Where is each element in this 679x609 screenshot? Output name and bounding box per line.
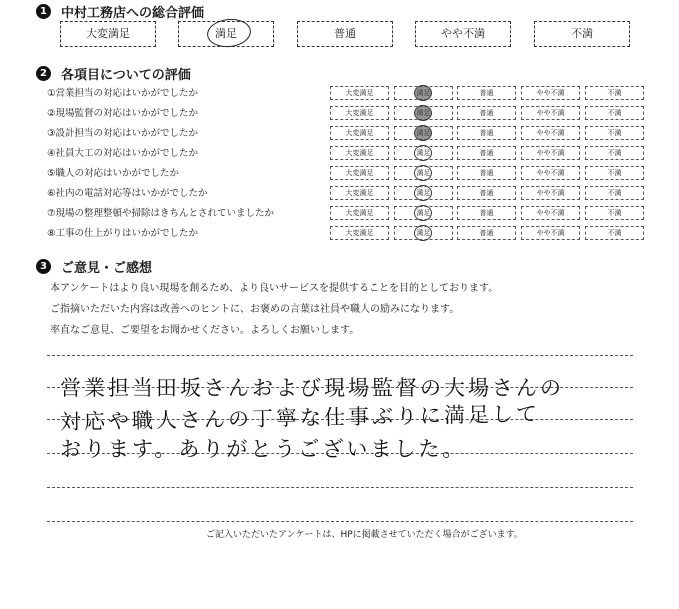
rating-option-neutral[interactable]: 普通 bbox=[457, 206, 516, 220]
overall-rating-options bbox=[60, 21, 628, 47]
selection-circle-mark bbox=[414, 185, 432, 201]
selection-circle-mark bbox=[414, 125, 432, 141]
rating-option-satisfied[interactable]: 満足 bbox=[394, 206, 453, 220]
question-label: ④社員大工の対応はいかがでしたか bbox=[47, 148, 199, 159]
rating-option-satisfied[interactable]: 満足 bbox=[394, 146, 453, 160]
rating-option-somewhat-dissatisfied[interactable]: やや不満 bbox=[521, 206, 580, 220]
rating-option-dissatisfied[interactable]: 不満 bbox=[585, 166, 644, 180]
rating-option-very-satisfied[interactable]: 大変満足 bbox=[330, 86, 389, 100]
handwritten-comment-line-2: 対応や職人さんの丁寧な仕事ぶりに満足して bbox=[59, 401, 541, 435]
writing-line bbox=[47, 355, 633, 356]
rating-option-dissatisfied[interactable]: 不満 bbox=[585, 186, 644, 200]
handwritten-comment-line-3: おります。ありがとうございました。 bbox=[60, 437, 467, 461]
question-row bbox=[47, 222, 647, 242]
question-row bbox=[47, 142, 647, 162]
question-row bbox=[47, 122, 647, 142]
overall-option-somewhat-dissatisfied[interactable]: やや不満 bbox=[415, 21, 511, 47]
selection-circle-mark bbox=[414, 165, 432, 181]
rating-option-dissatisfied[interactable]: 不満 bbox=[585, 126, 644, 140]
section-comments-title bbox=[36, 257, 152, 276]
question-label: ①営業担当の対応はいかがでしたか bbox=[47, 88, 199, 99]
rating-option-neutral[interactable]: 普通 bbox=[457, 126, 516, 140]
rating-option-neutral[interactable]: 普通 bbox=[457, 186, 516, 200]
question-row bbox=[47, 202, 647, 222]
overall-option-satisfied[interactable]: 満足 bbox=[178, 21, 274, 47]
rating-option-dissatisfied[interactable]: 不満 bbox=[585, 206, 644, 220]
intro-note-3: 率直なご意見、ご要望をお聞かせください。よろしくお願いします。 bbox=[50, 325, 360, 336]
overall-option-neutral[interactable]: 普通 bbox=[297, 21, 393, 47]
footer-disclaimer: ご記入いただいたアンケートは、HPに掲載させていただく場合がございます。 bbox=[206, 530, 523, 540]
question-label: ⑧工事の仕上がりはいかがでしたか bbox=[47, 228, 199, 239]
question-row bbox=[47, 82, 647, 102]
rating-option-somewhat-dissatisfied[interactable]: やや不満 bbox=[521, 166, 580, 180]
rating-option-dissatisfied[interactable]: 不満 bbox=[585, 146, 644, 160]
rating-option-very-satisfied[interactable]: 大変満足 bbox=[330, 126, 389, 140]
rating-option-very-satisfied[interactable]: 大変満足 bbox=[330, 106, 389, 120]
rating-option-satisfied[interactable]: 満足 bbox=[394, 226, 453, 240]
intro-note-1: 本アンケートはより良い現場を創るため、より良いサービスを提供することを目的としております。 bbox=[50, 283, 499, 294]
writing-line bbox=[47, 521, 633, 522]
selection-circle-mark bbox=[414, 205, 432, 221]
rating-option-somewhat-dissatisfied[interactable]: やや不満 bbox=[521, 86, 580, 100]
section-overall-title bbox=[36, 2, 204, 21]
rating-option-very-satisfied[interactable]: 大変満足 bbox=[330, 226, 389, 240]
rating-option-neutral[interactable]: 普通 bbox=[457, 86, 516, 100]
rating-option-somewhat-dissatisfied[interactable]: やや不満 bbox=[521, 226, 580, 240]
rating-option-somewhat-dissatisfied[interactable]: やや不満 bbox=[521, 126, 580, 140]
handwritten-comment-line-1: 営業担当田坂さんおよび現場監督の大場さんの bbox=[60, 376, 564, 400]
selection-circle-mark bbox=[414, 85, 432, 101]
section-number-2: 2 bbox=[36, 66, 51, 81]
rating-option-dissatisfied[interactable]: 不満 bbox=[585, 226, 644, 240]
section-items-title bbox=[36, 64, 191, 83]
rating-option-neutral[interactable]: 普通 bbox=[457, 106, 516, 120]
question-label: ⑤職人の対応はいかがでしたか bbox=[47, 168, 180, 179]
rating-option-very-satisfied[interactable]: 大変満足 bbox=[330, 206, 389, 220]
question-label: ⑥社内の電話対応等はいかがでしたか bbox=[47, 188, 208, 199]
selection-circle-mark bbox=[414, 105, 432, 121]
question-row bbox=[47, 162, 647, 182]
rating-option-very-satisfied[interactable]: 大変満足 bbox=[330, 146, 389, 160]
overall-title-text: 中村工務店への総合評価 bbox=[61, 6, 205, 21]
rating-option-very-satisfied[interactable]: 大変満足 bbox=[330, 166, 389, 180]
question-label: ③設計担当の対応はいかがでしたか bbox=[47, 128, 199, 139]
selection-circle-mark bbox=[414, 225, 432, 241]
rating-option-dissatisfied[interactable]: 不満 bbox=[585, 86, 644, 100]
rating-option-somewhat-dissatisfied[interactable]: やや不満 bbox=[521, 146, 580, 160]
question-list bbox=[47, 82, 647, 242]
intro-note-2: ご指摘いただいた内容は改善へのヒントに、お褒めの言葉は社員や職人の励みになります。 bbox=[50, 304, 460, 315]
question-row bbox=[47, 102, 647, 122]
question-row bbox=[47, 182, 647, 202]
section-number-3: 3 bbox=[36, 259, 51, 274]
rating-option-somewhat-dissatisfied[interactable]: やや不満 bbox=[521, 186, 580, 200]
overall-option-very-satisfied[interactable]: 大変満足 bbox=[60, 21, 156, 47]
items-title-text: 各項目についての評価 bbox=[61, 68, 191, 83]
rating-option-very-satisfied[interactable]: 大変満足 bbox=[330, 186, 389, 200]
rating-option-somewhat-dissatisfied[interactable]: やや不満 bbox=[521, 106, 580, 120]
rating-option-neutral[interactable]: 普通 bbox=[457, 166, 516, 180]
rating-option-satisfied[interactable]: 満足 bbox=[394, 186, 453, 200]
overall-option-dissatisfied[interactable]: 不満 bbox=[534, 21, 630, 47]
writing-line bbox=[47, 487, 633, 488]
rating-option-satisfied[interactable]: 満足 bbox=[394, 166, 453, 180]
rating-option-neutral[interactable]: 普通 bbox=[457, 146, 516, 160]
question-label: ⑦現場の整理整頓や掃除はきちんとされていましたか bbox=[47, 208, 275, 219]
selection-circle-mark bbox=[414, 145, 432, 161]
question-label: ②現場監督の対応はいかがでしたか bbox=[47, 108, 199, 119]
rating-option-neutral[interactable]: 普通 bbox=[457, 226, 516, 240]
section-number-1: 1 bbox=[36, 4, 51, 19]
rating-option-dissatisfied[interactable]: 不満 bbox=[585, 106, 644, 120]
comments-title-text: ご意見・ご感想 bbox=[61, 261, 153, 276]
